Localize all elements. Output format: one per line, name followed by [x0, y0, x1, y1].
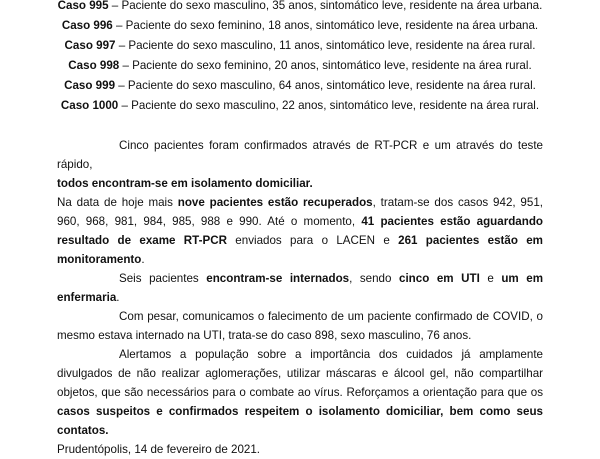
awaiting-results-emphasis: 41 pacientes estão aguardando resultado de exame RT-PCR — [57, 215, 543, 247]
case-item — [0, 36, 600, 56]
paragraph-recovered — [57, 193, 543, 269]
isolation-emphasis: todos encontram-se em isolamento domiciliar. — [57, 177, 313, 190]
paragraph-confirmations — [57, 136, 543, 193]
hospitalized-text-2: , sendo — [349, 272, 399, 285]
paragraph-death — [57, 307, 543, 345]
bulletin-body — [57, 136, 543, 459]
case-description: – Paciente do sexo feminino, 20 anos, sintomático leve, residente na área rural. — [119, 59, 532, 72]
monitoring-emphasis: 261 pacientes estão em monitoramento — [57, 234, 543, 266]
hospitalized-text-3: e — [479, 272, 502, 285]
case-description: – Paciente do sexo masculino, 11 anos, sintomático leve, residente na área rural. — [115, 39, 536, 52]
paragraph-hospitalized — [57, 269, 543, 307]
recovered-text-3: enviados para o LACEN e — [226, 234, 399, 247]
recovered-text-2: , tratam-se dos casos 942, 951, 960, 968, 981, 984, 985, 988 e 990. Até o momento, — [57, 196, 543, 228]
hospitalized-text-4: . — [116, 291, 120, 304]
alert-text: Alertamos a população sobre a importância dos cuidados já amplamente divulgados de não realizar aglomerações, utilizar máscaras e álcool gel, não compartilhar objetos, que são necessários para o combate ao vírus. Reforçamos a orientação para que os — [57, 348, 543, 399]
case-id: Caso 996 — [61, 19, 113, 32]
case-description: – Paciente do sexo feminino, 18 anos, sintomático leve, residente na área urbana. — [112, 19, 539, 32]
ward-emphasis: um em enfermaria — [57, 272, 544, 304]
case-id: Caso 1000 — [60, 99, 119, 112]
paragraph-alert — [57, 345, 543, 440]
case-item — [0, 56, 600, 76]
recovered-text-1: Na data de hoje mais — [57, 196, 178, 209]
case-description: – Paciente do sexo masculino, 22 anos, sintomático leve, residente na área rural. — [118, 99, 540, 112]
case-item — [0, 0, 600, 16]
case-description: – Paciente do sexo masculino, 64 anos, sintomático leve, residente na área rural. — [115, 79, 536, 92]
recovered-emphasis: nove pacientes estão recuperados — [177, 196, 373, 209]
case-id: Caso 999 — [64, 79, 116, 92]
case-item — [0, 96, 600, 116]
hospitalized-emphasis: encontram-se internados — [206, 272, 350, 285]
case-list — [0, 0, 600, 116]
alert-emphasis: casos suspeitos e confirmados respeitem o isolamento domiciliar, bem como seus contatos. — [57, 405, 543, 437]
case-item — [0, 76, 600, 96]
icu-emphasis: cinco em UTI — [399, 272, 480, 285]
death-text: Com pesar, comunicamos o falecimento de um paciente confirmado de COVID, o mesmo estava internado na UTI, trata-se do caso 898, sexo masculino, 76 anos. — [57, 310, 543, 342]
case-description: – Paciente do sexo masculino, 35 anos, sintomático leve, residente na área urbana. — [108, 0, 543, 12]
hospitalized-text-1: Seis pacientes — [119, 272, 207, 285]
confirmations-text: Cinco pacientes foram confirmados através de RT-PCR e um através do teste rápido, — [57, 139, 543, 171]
case-id: Caso 998 — [68, 59, 120, 72]
recovered-text-4: . — [141, 253, 145, 266]
case-item — [0, 16, 600, 36]
case-id: Caso 995 — [57, 0, 109, 12]
case-id: Caso 997 — [64, 39, 116, 52]
signature-line: Prudentópolis, 14 de fevereiro de 2021. — [57, 443, 261, 456]
